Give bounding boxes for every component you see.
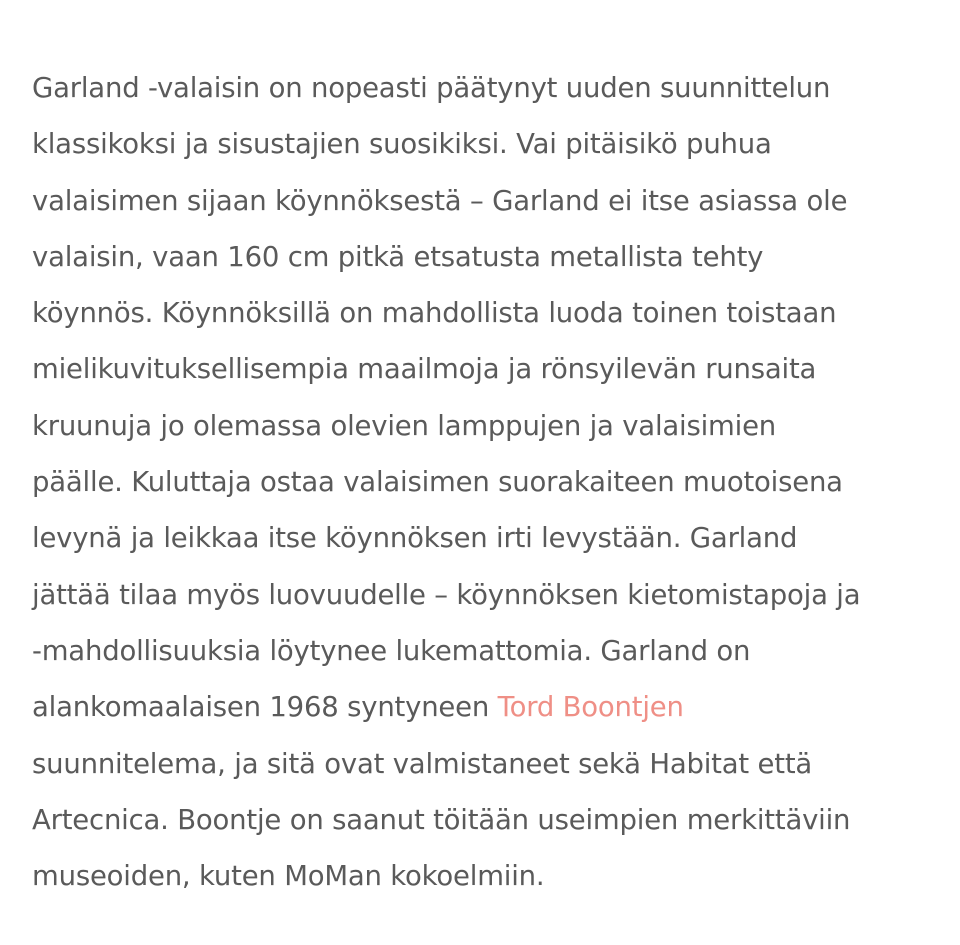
text-line: levynä ja leikkaa itse köynnöksen irti levystään. Garland: [32, 522, 798, 555]
text-line: mielikuvituksellisempia maailmoja ja rönsyilevän runsaita: [32, 353, 817, 386]
text-line: valaisin, vaan 160 cm pitkä etsatusta metallista tehty: [32, 240, 764, 273]
text-line: -mahdollisuuksia löytynee lukemattomia. Garland on: [32, 634, 751, 667]
text-line-with-link: [32, 679, 932, 735]
article-body: [32, 60, 932, 904]
text-line: klassikoksi ja sisustajien suosikiksi. Vai pitäisikö puhua: [32, 128, 772, 161]
link-prefix-text: alankomaalaisen 1968 syntyneen: [32, 691, 498, 724]
text-line: jättää tilaa myös luovuudelle – köynnöksen kietomistapoja ja: [32, 578, 861, 611]
text-line: valaisimen sijaan köynnöksestä – Garland ei itse asiassa ole: [32, 184, 848, 217]
text-line: Garland -valaisin on nopeasti päätynyt uuden suunnittelun: [32, 72, 831, 104]
text-line: köynnös. Köynnöksillä on mahdollista luoda toinen toistaan: [32, 297, 837, 330]
text-line: museoiden, kuten MoMan kokoelmiin.: [32, 860, 545, 893]
text-line: kruunuja jo olemassa olevien lamppujen ja valaisimien: [32, 409, 777, 442]
text-line: Artecnica. Boontje on saanut töitään useimpien merkittäviin: [32, 803, 851, 836]
text-line: päälle. Kuluttaja ostaa valaisimen suorakaiteen muotoisena: [32, 466, 843, 499]
article-paragraph: [32, 60, 932, 904]
designer-link[interactable]: Tord Boontjen: [497, 691, 684, 724]
text-line: suunnitelema, ja sitä ovat valmistaneet sekä Habitat että: [32, 747, 813, 780]
